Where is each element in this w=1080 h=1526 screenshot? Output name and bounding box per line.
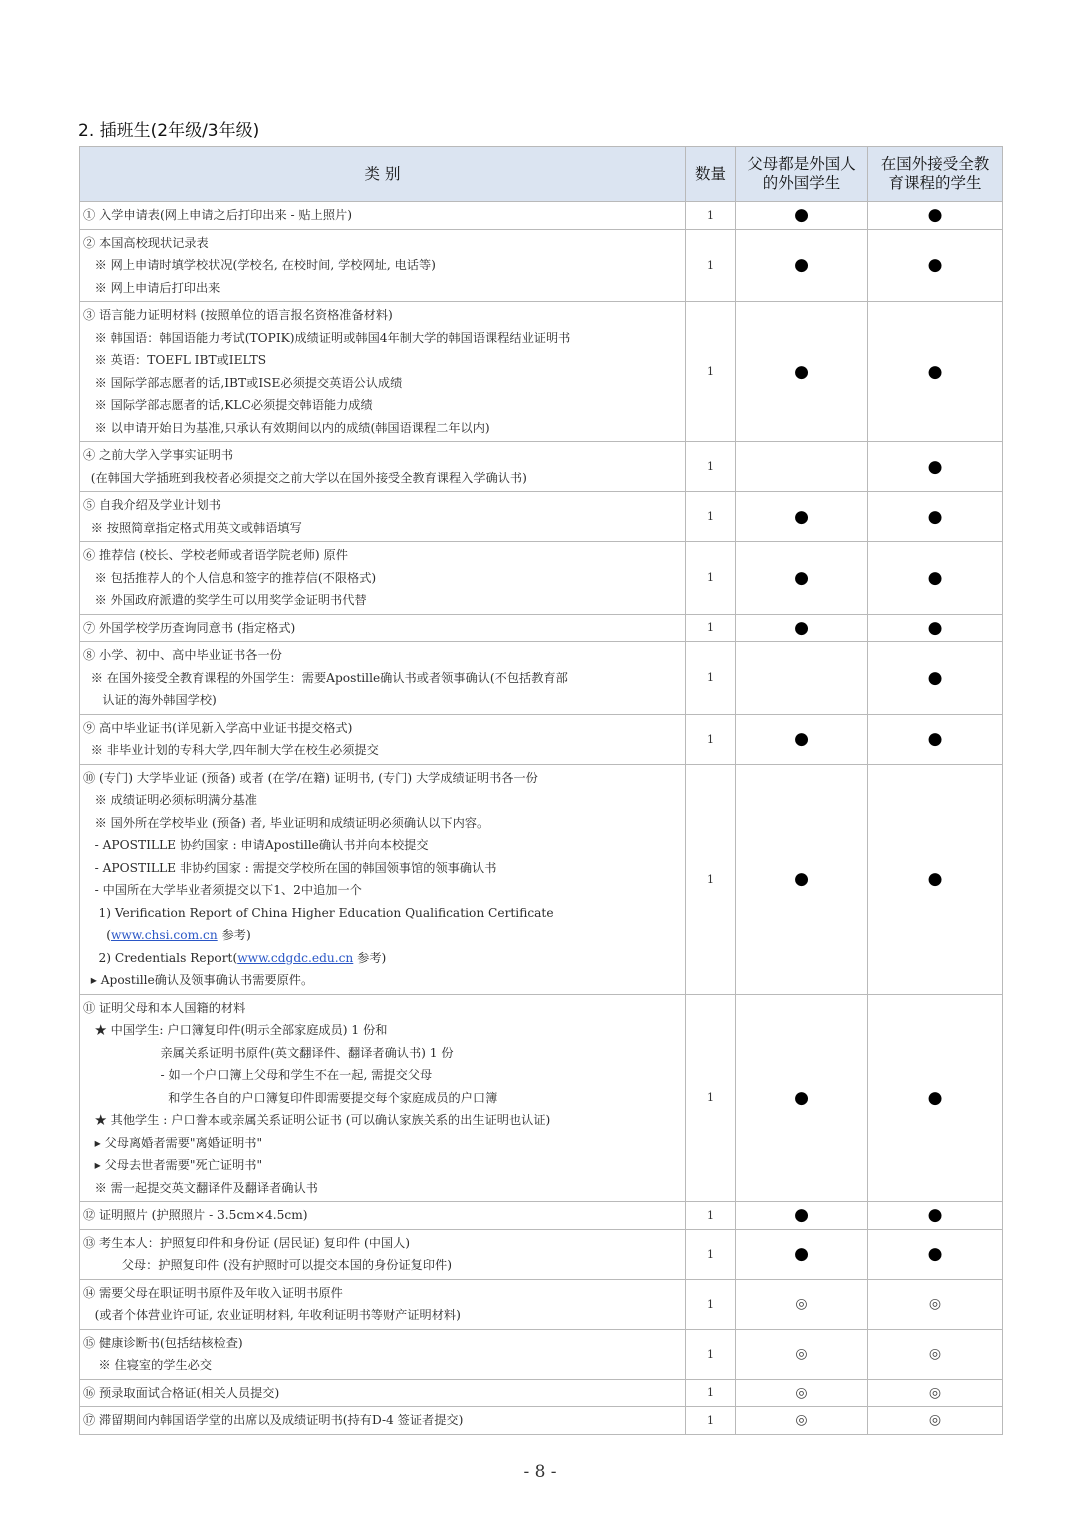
row-line-text: ⑯ 预录取面试合格证(相关人员提交) (83, 1385, 280, 1400)
row-line-text: ※ 国外所在学校毕业 (预备) 者, 毕业证明和成绩证明必须确认以下内容。 (83, 815, 490, 830)
row-line-text: ▸ Apostille确认及领事确认书需要原件。 (83, 973, 314, 987)
mark-full-overseas: ● (868, 542, 1003, 615)
row-line-text: ※ 需一起提交英文翻译件及翻译者确认书 (83, 1180, 318, 1195)
mark-foreign-parents: ● (736, 229, 868, 302)
table-row (80, 1379, 1003, 1407)
row-line (83, 617, 681, 640)
row-line (83, 304, 681, 327)
mark-foreign-parents (736, 442, 868, 492)
row-line-text: 和学生各自的户口簿复印件即需要提交每个家庭成员的户口簿 (83, 1090, 498, 1105)
mark-foreign-parents (736, 642, 868, 715)
mark-foreign-parents: ● (736, 994, 868, 1202)
row-line-text: ③ 语言能力证明材料 (按照单位的语言报名资格准备材料) (83, 308, 393, 322)
mark-full-overseas: ● (868, 302, 1003, 442)
row-line-text: 认证的海外韩国学校) (83, 693, 217, 707)
row-line (83, 1019, 681, 1042)
row-line-text: ⑬ 考生本人：护照复印件和身份证 (居民证) 复印件 (中国人) (83, 1235, 411, 1250)
mark-foreign-parents: ◎ (736, 1329, 868, 1379)
row-line-text: - APOSTILLE 非协约国家 : 需提交学校所在国的韩国领事馆的领事确认书 (83, 860, 497, 875)
row-line-text: ( (83, 928, 111, 942)
row-category (80, 229, 686, 302)
row-line-text: ※ 国际学部志愿者的话,KLC必须提交韩语能力成绩 (83, 398, 373, 412)
row-line-text: ★ 其他学生 : 户口誊本或亲属关系证明公证书 (可以确认家族关系的出生证明也认证) (83, 1113, 551, 1127)
section-title: 2. 插班生(2年级/3年级) (78, 121, 260, 141)
row-line (83, 924, 681, 947)
row-line (83, 277, 681, 300)
row-line (83, 812, 681, 835)
row-line (83, 1087, 681, 1110)
row-line (83, 467, 681, 490)
table-row (80, 1279, 1003, 1329)
header-full-overseas-text: 在国外接受全教育课程的学生 (880, 155, 990, 192)
row-category (80, 302, 686, 442)
mark-foreign-parents: ● (736, 764, 868, 994)
row-line (83, 544, 681, 567)
table-row (80, 1407, 1003, 1435)
table-row (80, 1202, 1003, 1230)
row-line-text: - 如一个户口簿上父母和学生不在一起, 需提交父母 (83, 1068, 433, 1082)
row-category (80, 714, 686, 764)
row-line (83, 667, 681, 690)
table-row (80, 994, 1003, 1202)
row-line-text: (或者个体营业许可证, 农业证明材料, 年收利证明书等财产证明材料) (83, 1308, 461, 1322)
mark-full-overseas: ● (868, 614, 1003, 642)
page-number: - 8 - (523, 1462, 557, 1482)
row-line-text: ※ 非毕业计划的专科大学,四年制大学在校生必须提交 (83, 743, 379, 757)
table-row (80, 542, 1003, 615)
mark-foreign-parents: ● (736, 542, 868, 615)
header-qty: 数量 (686, 147, 736, 202)
row-line (83, 349, 681, 372)
mark-foreign-parents: ◎ (736, 1407, 868, 1435)
table-row (80, 302, 1003, 442)
row-line (83, 517, 681, 540)
row-line-text: ⑦ 外国学校学历查询同意书 (指定格式) (83, 620, 296, 635)
mark-foreign-parents: ● (736, 202, 868, 230)
row-line-text: 父母：护照复印件 (没有护照时可以提交本国的身份证复印件) (83, 1258, 452, 1272)
row-line (83, 902, 681, 925)
header-full-overseas (868, 147, 1003, 202)
row-category (80, 1407, 686, 1435)
row-line (83, 589, 681, 612)
row-line (83, 1382, 681, 1405)
row-category (80, 764, 686, 994)
row-line (83, 1132, 681, 1155)
mark-full-overseas: ● (868, 764, 1003, 994)
row-line (83, 879, 681, 902)
table-row (80, 764, 1003, 994)
row-line (83, 947, 681, 970)
row-line-text: ※ 住寝室的学生必交 (83, 1358, 213, 1372)
link-suffix: 参考) (353, 950, 387, 965)
row-line-text: ※ 英语：TOEFL IBT或IELTS (83, 353, 267, 367)
row-line (83, 444, 681, 467)
row-qty: 1 (686, 542, 736, 615)
row-line-text: ① 入学申请表(网上申请之后打印出来 - 贴上照片) (83, 208, 352, 222)
row-line (83, 254, 681, 277)
row-category (80, 1379, 686, 1407)
mark-foreign-parents: ● (736, 1202, 868, 1230)
row-category (80, 642, 686, 715)
mark-full-overseas: ◎ (868, 1279, 1003, 1329)
header-category: 类 别 (80, 147, 686, 202)
mark-full-overseas: ● (868, 714, 1003, 764)
row-line (83, 567, 681, 590)
row-line (83, 204, 681, 227)
row-line-text: ※ 国际学部志愿者的话,IBT或ISE必须提交英语公认成绩 (83, 375, 403, 390)
row-line-text: ※ 韩国语：韩国语能力考试(TOPIK)成绩证明或韩国4年制大学的韩国语课程结业证明书 (83, 330, 571, 345)
mark-full-overseas: ◎ (868, 1379, 1003, 1407)
row-qty: 1 (686, 1229, 736, 1279)
row-line (83, 1154, 681, 1177)
row-line-text: ⑪ 证明父母和本人国籍的材料 (83, 1000, 246, 1015)
row-qty: 1 (686, 202, 736, 230)
table-row (80, 492, 1003, 542)
mark-foreign-parents: ● (736, 492, 868, 542)
row-line-text: ★ 中国学生: 户口簿复印件(明示全部家庭成员) 1 份和 (83, 1023, 388, 1037)
row-line (83, 1304, 681, 1327)
row-line (83, 1109, 681, 1132)
mark-full-overseas: ● (868, 994, 1003, 1202)
row-line (83, 689, 681, 712)
row-line (83, 1409, 681, 1432)
row-line (83, 1254, 681, 1277)
chsi-link[interactable]: www.chsi.com.cn (111, 928, 218, 942)
mark-full-overseas: ● (868, 642, 1003, 715)
table-row (80, 1329, 1003, 1379)
row-line-text: - 中国所在大学毕业者须提交以下1、2中追加一个 (83, 883, 362, 897)
row-qty: 1 (686, 1379, 736, 1407)
row-line-text: ⑮ 健康诊断书(包括结核检查) (83, 1335, 243, 1350)
table-row (80, 1229, 1003, 1279)
row-line-text: ⑫ 证明照片 (护照照片 - 3.5cm×4.5cm) (83, 1208, 308, 1222)
row-line-text: 1) Verification Report of China Higher Education Qualification Certificate (83, 905, 554, 920)
row-line (83, 232, 681, 255)
table-header-row (80, 147, 1003, 202)
mark-foreign-parents: ● (736, 714, 868, 764)
row-line-text: ▸ 父母去世者需要"死亡证明书" (83, 1158, 263, 1172)
row-category (80, 994, 686, 1202)
row-category (80, 492, 686, 542)
row-line (83, 494, 681, 517)
mark-foreign-parents: ● (736, 1229, 868, 1279)
mark-full-overseas: ● (868, 202, 1003, 230)
row-qty: 1 (686, 994, 736, 1202)
mark-full-overseas: ◎ (868, 1407, 1003, 1435)
row-line (83, 394, 681, 417)
row-line (83, 717, 681, 740)
requirements-table (79, 146, 1003, 1435)
mark-full-overseas: ● (868, 229, 1003, 302)
row-line (83, 1354, 681, 1377)
row-qty: 1 (686, 229, 736, 302)
row-line-text: ⑤ 自我介绍及学业计划书 (83, 498, 221, 512)
row-category (80, 442, 686, 492)
row-line-text: ⑧ 小学、初中、高中毕业证书各一份 (83, 648, 282, 662)
row-line-text: ※ 包括推荐人的个人信息和签字的推荐信(不限格式) (83, 570, 377, 585)
row-category (80, 1202, 686, 1230)
row-line-text: ※ 网上申请后打印出来 (83, 280, 221, 295)
mark-full-overseas: ● (868, 492, 1003, 542)
row-qty: 1 (686, 1279, 736, 1329)
row-qty: 1 (686, 492, 736, 542)
row-category (80, 1229, 686, 1279)
row-line (83, 834, 681, 857)
row-qty: 1 (686, 442, 736, 492)
row-category (80, 1329, 686, 1379)
row-line-text: ▸ 父母离婚者需要"离婚证明书" (83, 1135, 263, 1150)
row-line (83, 327, 681, 350)
cdgdc-link[interactable]: www.cdgdc.edu.cn (237, 950, 354, 965)
mark-foreign-parents: ◎ (736, 1279, 868, 1329)
table-row (80, 229, 1003, 302)
row-line (83, 969, 681, 992)
header-foreign-parents-text: 父母都是外国人的外国学生 (747, 155, 856, 192)
row-line (83, 997, 681, 1020)
row-line-text: ※ 以申请开始日为基准,只承认有效期间以内的成绩(韩国语课程二年以内) (83, 420, 490, 435)
row-line (83, 1064, 681, 1087)
mark-foreign-parents: ◎ (736, 1379, 868, 1407)
row-qty: 1 (686, 1329, 736, 1379)
table-row (80, 714, 1003, 764)
row-qty: 1 (686, 1407, 736, 1435)
row-line (83, 1282, 681, 1305)
mark-foreign-parents: ● (736, 614, 868, 642)
row-line-text: ④ 之前大学入学事实证明书 (83, 448, 234, 462)
row-line (83, 644, 681, 667)
mark-full-overseas: ◎ (868, 1329, 1003, 1379)
row-line (83, 857, 681, 880)
row-line (83, 1042, 681, 1065)
mark-full-overseas: ● (868, 1202, 1003, 1230)
table-row (80, 442, 1003, 492)
row-line-text: 2) Credentials Report( (83, 950, 238, 965)
row-line-text: ② 本国高校现状记录表 (83, 235, 209, 250)
row-line-text: - APOSTILLE 协约国家 : 申请Apostille确认书并向本校提交 (83, 838, 429, 852)
row-line (83, 739, 681, 762)
row-line-text: (在韩国大学插班到我校者必须提交之前大学以在国外接受全教育课程入学确认书) (83, 470, 527, 485)
row-qty: 1 (686, 764, 736, 994)
row-line (83, 372, 681, 395)
row-line-text: ※ 成绩证明必须标明满分基准 (83, 793, 257, 807)
row-line-text: ⑨ 高中毕业证书(详见新入学高中业证书提交格式) (83, 720, 353, 735)
row-line-text: ※ 网上申请时填学校状况(学校名, 在校时间, 学校网址, 电话等) (83, 258, 436, 272)
header-foreign-parents (736, 147, 868, 202)
row-line (83, 417, 681, 440)
row-line (83, 789, 681, 812)
row-line-text: ⑥ 推荐信 (校长、学校老师或者语学院老师) 原件 (83, 548, 348, 562)
row-qty: 1 (686, 714, 736, 764)
table-row (80, 642, 1003, 715)
row-line-text: ※ 按照简章指定格式用英文或韩语填写 (83, 520, 302, 535)
row-line (83, 1177, 681, 1200)
row-line (83, 1332, 681, 1355)
row-category (80, 1279, 686, 1329)
row-line-text: ⑩ (专门) 大学毕业证 (预备) 或者 (在学/在籍) 证明书, (专门) 大学成绩证明书各一份 (83, 770, 538, 785)
row-line-text: ⑰ 滞留期间内韩国语学堂的出席以及成绩证明书(持有D-4 签证者提交) (83, 1413, 464, 1427)
table-row (80, 202, 1003, 230)
row-qty: 1 (686, 642, 736, 715)
link-suffix: 参考) (217, 928, 251, 942)
row-line-text: ⑭ 需要父母在职证明书原件及年收入证明书原件 (83, 1285, 343, 1300)
row-line (83, 1232, 681, 1255)
row-line-text: ※ 在国外接受全教育课程的外国学生：需要Apostille确认书或者领事确认(不包括教育部 (83, 670, 568, 685)
row-qty: 1 (686, 614, 736, 642)
row-line-text: ※ 外国政府派遣的奖学生可以用奖学金证明书代替 (83, 593, 367, 607)
table-row (80, 614, 1003, 642)
mark-full-overseas: ● (868, 1229, 1003, 1279)
mark-foreign-parents: ● (736, 302, 868, 442)
row-qty: 1 (686, 302, 736, 442)
row-category (80, 202, 686, 230)
row-qty: 1 (686, 1202, 736, 1230)
row-line-text: 亲属关系证明书原件(英文翻译件、翻译者确认书) 1 份 (83, 1045, 454, 1060)
mark-full-overseas: ● (868, 442, 1003, 492)
row-category (80, 542, 686, 615)
row-line (83, 767, 681, 790)
row-line (83, 1204, 681, 1227)
row-category (80, 614, 686, 642)
